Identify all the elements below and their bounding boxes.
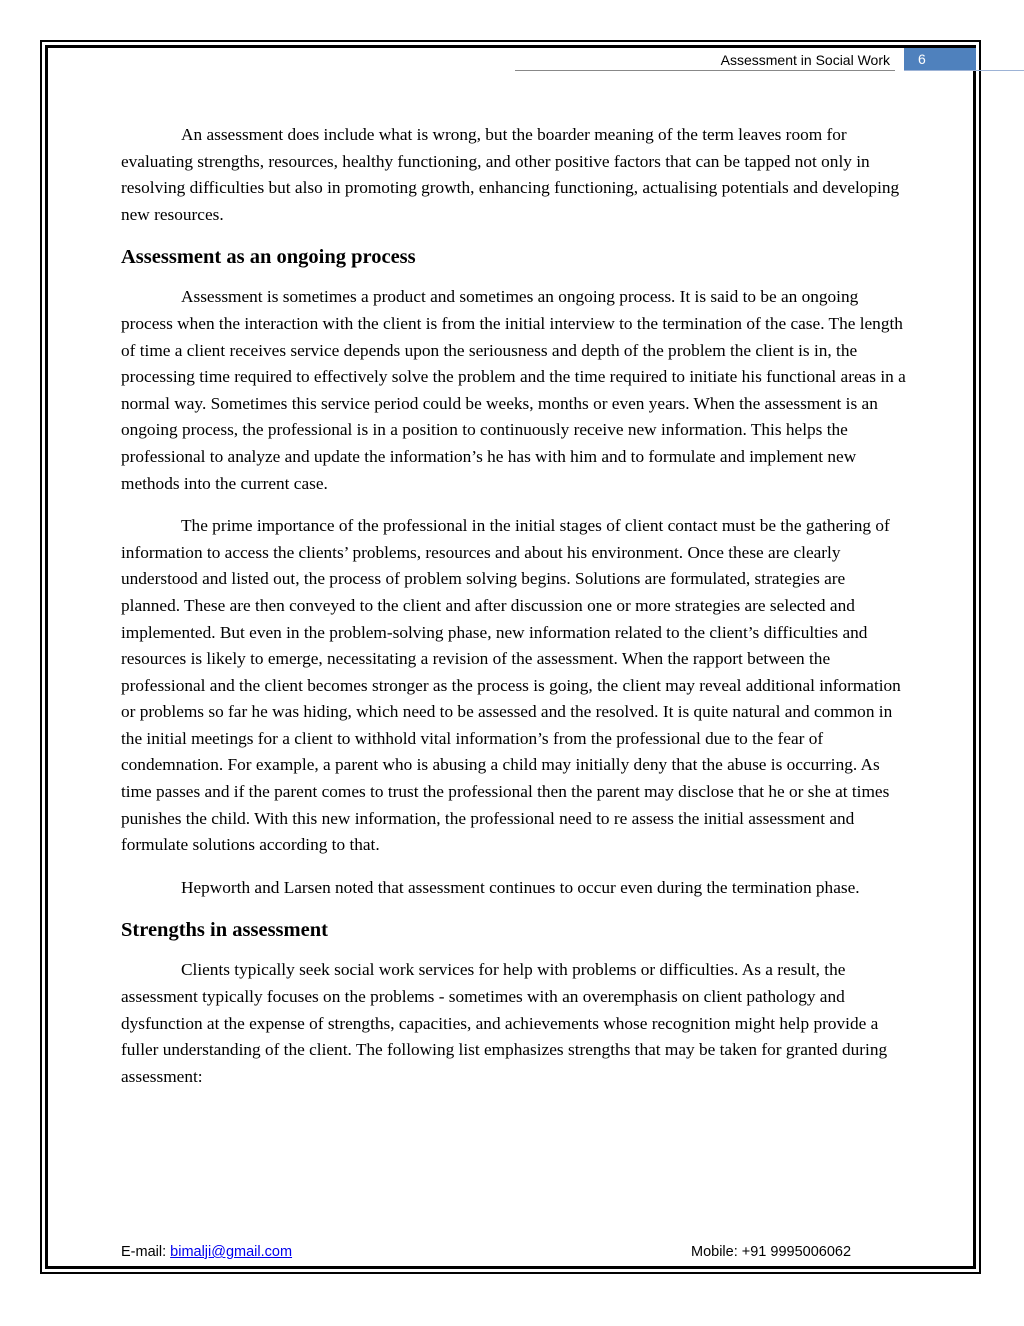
paragraph-initial-stages: The prime importance of the professional in the initial stages of client contact must be the gathering of information to access the clients’ problems, resources and about his environment. Once these are clearly understood and listed out, the process of problem solving begins. Solutions are formulated, strategies are planned. These are then conveyed to the client and after discussion one or more strategies are selected and implemented. But even in the problem-solving phase, new information related to the client’s difficulties and resources is likely to emerge, necessitating a revision of the assessment. When the rapport between the professional and the client becomes stronger as the process is going, the client may reveal additional information or problems so far he was hiding, which need to be assessed and the resolved. It is quite natural and common in the initial meetings for a client to withhold vital information’s from the professional due to the fear of condemnation. For example, a parent who is abusing a child may initially deny that the abuse is occurring. As time passes and if the parent comes to trust the professional then the parent may disclose that he or she at times punishes the child. With this new information, the professional need to re assess the initial assessment and formulate solutions according to that. xyxy=(121,516,901,855)
running-header-title: Assessment in Social Work xyxy=(720,52,890,68)
page-footer xyxy=(121,1244,881,1260)
paragraph-assessment-meaning: An assessment does include what is wrong, but the boarder meaning of the term leaves room for evaluating strengths, resources, healthy functioning, and other positive factors that can be tapped not only in resolving difficulties but also in promoting growth, enhancing functioning, actualising potentials and developing new resources. xyxy=(121,125,900,224)
mobile-number: Mobile: +91 9995006062 xyxy=(691,1244,852,1260)
email-link[interactable]: bimalji@gmail.com xyxy=(170,1244,293,1260)
paragraph-strengths: Clients typically seek social work services for help with problems or difficulties. As a result, the assessment typically focuses on the problems - sometimes with an overemphasis on client pathology and dysfunction at the expense of strengths, capacities, and achievements whose recognition might help provide a fuller understanding of the client. The following list emphasizes strengths that may be taken for granted during assessment: xyxy=(121,960,888,1086)
paragraph-ongoing-process: Assessment is sometimes a product and sometimes an ongoing process. It is said to be an ongoing process when the interaction with the client is from the initial interview to the termination of the case. The length of time a client receives service depends upon the seriousness and depth of the problem the client is in, the processing time required to effectively solve the problem and the time required to initiate his functional areas in a normal way. Sometimes this service period could be weeks, months or even years. When the assessment is an ongoing process, the professional is in a position to continuously receive new information. This helps the professional to analyze and update the information’s he has with him and to formulate and implement new methods into the current case. xyxy=(121,287,906,493)
page-tab-strip xyxy=(904,70,1024,71)
page-number-tab: 6 xyxy=(904,48,976,70)
paragraph-hepworth-larsen: Hepworth and Larsen noted that assessment continues to occur even during the termination phase. xyxy=(181,877,860,897)
email-label: E-mail: xyxy=(121,1244,171,1260)
heading-ongoing-process: Assessment as an ongoing process xyxy=(121,246,416,269)
heading-strengths: Strengths in assessment xyxy=(121,919,328,942)
document-body xyxy=(121,122,907,1106)
header-rule xyxy=(515,70,895,71)
